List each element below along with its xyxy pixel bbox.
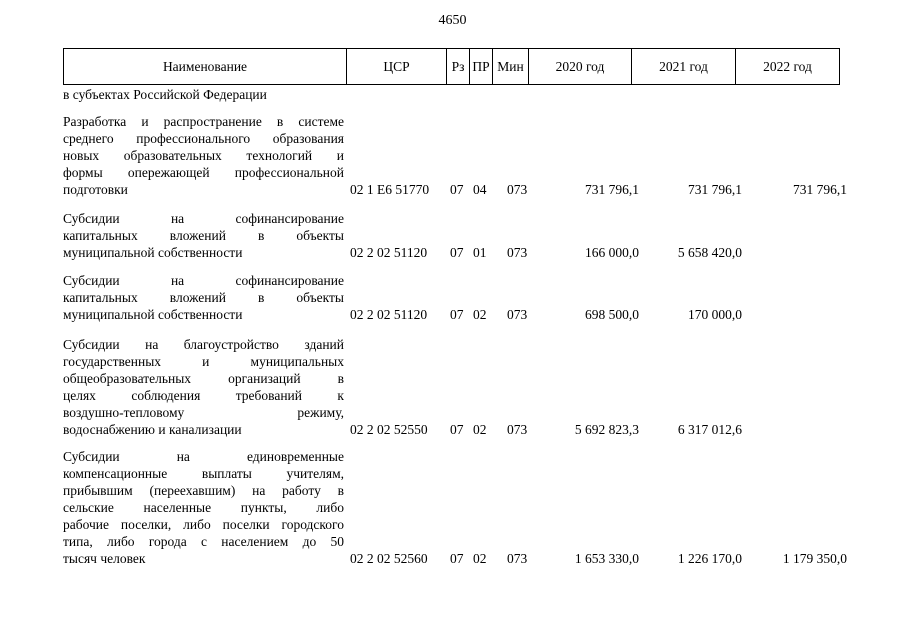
row-rz: 07	[450, 551, 464, 566]
row-min: 073	[507, 551, 528, 566]
row-pr: 02	[473, 551, 487, 566]
table-header	[63, 48, 840, 85]
row-2022: 1 179 350,0	[782, 551, 847, 566]
row-csr: 02 1 E6 51770	[350, 182, 430, 197]
table-row	[63, 448, 863, 567]
col-2020-header: 2020 год	[529, 49, 632, 85]
row-rz: 07	[450, 422, 464, 437]
col-min-header: Мин	[493, 49, 529, 85]
row-pr: 02	[473, 307, 487, 322]
row-2022: 731 796,1	[793, 182, 847, 197]
table-row	[63, 272, 863, 323]
col-rz-header: Рз	[447, 49, 470, 85]
row-2020: 731 796,1	[585, 182, 639, 197]
page-number: 4650	[438, 13, 467, 28]
row-pr: 04	[473, 182, 487, 197]
row-min: 073	[507, 245, 528, 260]
table-row	[63, 210, 863, 261]
table-row	[63, 336, 863, 438]
row-csr: 02 2 02 51120	[350, 307, 428, 322]
row-pr: 02	[473, 422, 487, 437]
row-2020: 698 500,0	[585, 307, 639, 322]
col-2022-header: 2022 год	[736, 49, 840, 85]
row-csr: 02 2 02 52550	[350, 422, 428, 437]
row-pr: 01	[473, 245, 487, 260]
row-2020: 1 653 330,0	[574, 551, 639, 566]
col-2021-header: 2021 год	[632, 49, 736, 85]
col-pr-header: ПР	[470, 49, 493, 85]
row-min: 073	[507, 422, 528, 437]
row-2021: 6 317 012,6	[677, 422, 742, 437]
row-min: 073	[507, 307, 528, 322]
table-row	[63, 113, 863, 198]
row-name: Разработка и распространение в системе среднего профессионального образования новых образовательных технологий и формы опережающей профессиональной подготовки	[63, 114, 344, 197]
row-name: Субсидии на благоустройство зданий государственных и муниципальных общеобразовательных организаций в целях соблюдения требований к воздушно-тепловому режиму, водоснабжению и канализации	[63, 337, 344, 437]
continuation-row	[63, 86, 863, 103]
row-name: в субъектах Российской Федерации	[63, 87, 267, 102]
row-name: Субсидии на софинансирование капитальных вложений в объекты муниципальной собственности	[63, 273, 344, 322]
row-rz: 07	[450, 182, 464, 197]
row-name: Субсидии на единовременные компенсационные выплаты учителям, прибывшим (переехавшим) на работу в сельские населенные пункты, либо рабочие поселки, либо поселки городского типа, либо города с населением до 50 тысяч человек	[63, 449, 344, 566]
row-2021: 5 658 420,0	[677, 245, 742, 260]
row-min: 073	[507, 182, 528, 197]
row-csr: 02 2 02 52560	[350, 551, 428, 566]
row-2021: 170 000,0	[688, 307, 742, 322]
row-2021: 1 226 170,0	[677, 551, 742, 566]
row-csr: 02 2 02 51120	[350, 245, 428, 260]
row-2020: 5 692 823,3	[574, 422, 639, 437]
row-name: Субсидии на софинансирование капитальных вложений в объекты муниципальной собственности	[63, 211, 344, 260]
row-2020: 166 000,0	[585, 245, 639, 260]
row-rz: 07	[450, 245, 464, 260]
row-rz: 07	[450, 307, 464, 322]
col-csr-header: ЦСР	[347, 49, 447, 85]
row-2021: 731 796,1	[688, 182, 742, 197]
col-name-header: Наименование	[64, 49, 347, 85]
